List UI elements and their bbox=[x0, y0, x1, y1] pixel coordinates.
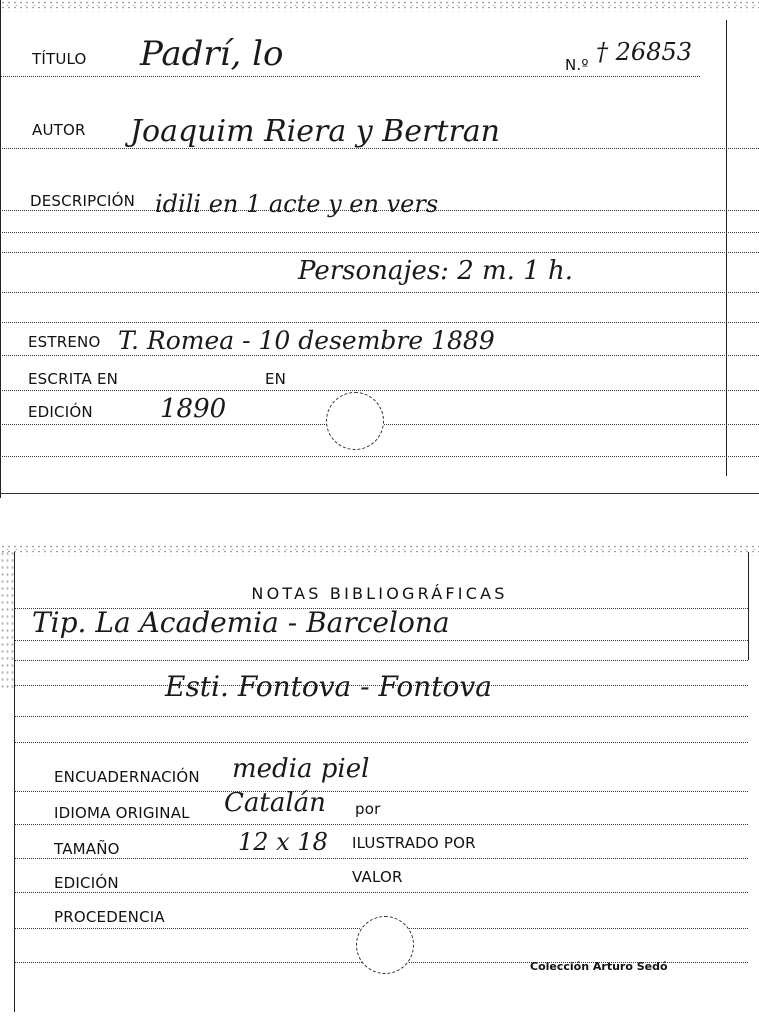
tamano-value: 12 x 18 bbox=[238, 828, 328, 856]
encuadernacion-label: ENCUADERNACIÓN bbox=[54, 768, 200, 786]
encuadernacion-value: media piel bbox=[232, 754, 370, 784]
rule-line bbox=[0, 456, 759, 457]
numero-label: N.º bbox=[565, 56, 589, 74]
card-right-border bbox=[726, 20, 727, 476]
estreno-value: T. Romea - 10 desembre 1889 bbox=[118, 326, 495, 355]
notas-heading: NOTAS BIBLIOGRÁFICAS bbox=[251, 584, 508, 603]
catalog-card-back bbox=[0, 540, 759, 1028]
note-line: Esti. Fontova - Fontova bbox=[165, 670, 492, 703]
por-label: por bbox=[355, 800, 381, 818]
idioma-original-label: IDIOMA ORIGINAL bbox=[54, 804, 190, 822]
rule-line bbox=[0, 232, 759, 233]
collection-credit: Colección Arturo Sedó bbox=[530, 960, 668, 973]
edicion-label: EDICIÓN bbox=[28, 403, 93, 421]
rule-line bbox=[0, 390, 759, 391]
card-right-border bbox=[748, 552, 749, 660]
en-label: EN bbox=[265, 370, 287, 388]
personajes-value: Personajes: 2 m. 1 h. bbox=[298, 256, 574, 286]
idioma-original-value: Catalán bbox=[224, 788, 326, 818]
descripcion-label: DESCRIPCIÓN bbox=[30, 192, 136, 210]
estreno-label: ESTRENO bbox=[28, 333, 101, 351]
numero-value: † 26853 bbox=[596, 38, 692, 66]
rule-line bbox=[0, 322, 759, 323]
card-edge-speckle bbox=[0, 550, 14, 690]
rule-line bbox=[0, 76, 700, 77]
rule-line bbox=[14, 824, 748, 825]
punch-hole bbox=[356, 916, 414, 974]
titulo-label: TÍTULO bbox=[32, 50, 87, 68]
rule-line bbox=[14, 791, 748, 792]
rule-line bbox=[0, 292, 759, 293]
card-bottom-edge bbox=[0, 493, 759, 494]
catalog-card-front bbox=[0, 0, 759, 498]
rule-line bbox=[14, 742, 748, 743]
note-line: Tip. La Academia - Barcelona bbox=[32, 606, 450, 639]
rule-line bbox=[0, 252, 759, 253]
descripcion-value: idili en 1 acte y en vers bbox=[155, 190, 439, 218]
tamano-label: TAMAÑO bbox=[54, 840, 120, 858]
procedencia-label: PROCEDENCIA bbox=[54, 908, 165, 926]
rule-line bbox=[14, 892, 748, 893]
valor-label: VALOR bbox=[352, 868, 403, 886]
card-edge-speckle bbox=[0, 0, 759, 12]
punch-hole bbox=[326, 392, 384, 450]
rule-line bbox=[14, 640, 748, 641]
escrita-en-label: ESCRITA EN bbox=[28, 370, 119, 388]
ilustrado-por-label: ILUSTRADO POR bbox=[352, 834, 476, 852]
rule-line bbox=[14, 716, 748, 717]
card-left-border bbox=[14, 552, 15, 1012]
edicion-value: 1890 bbox=[160, 394, 227, 424]
card-edge-speckle bbox=[0, 544, 759, 556]
rule-line bbox=[14, 660, 748, 661]
rule-line bbox=[0, 355, 759, 356]
autor-value: Joaquim Riera y Bertran bbox=[130, 114, 501, 149]
titulo-value: Padrí, lo bbox=[140, 34, 284, 74]
rule-line bbox=[14, 858, 748, 859]
autor-label: AUTOR bbox=[32, 121, 86, 139]
edicion-label: EDICIÓN bbox=[54, 874, 119, 892]
